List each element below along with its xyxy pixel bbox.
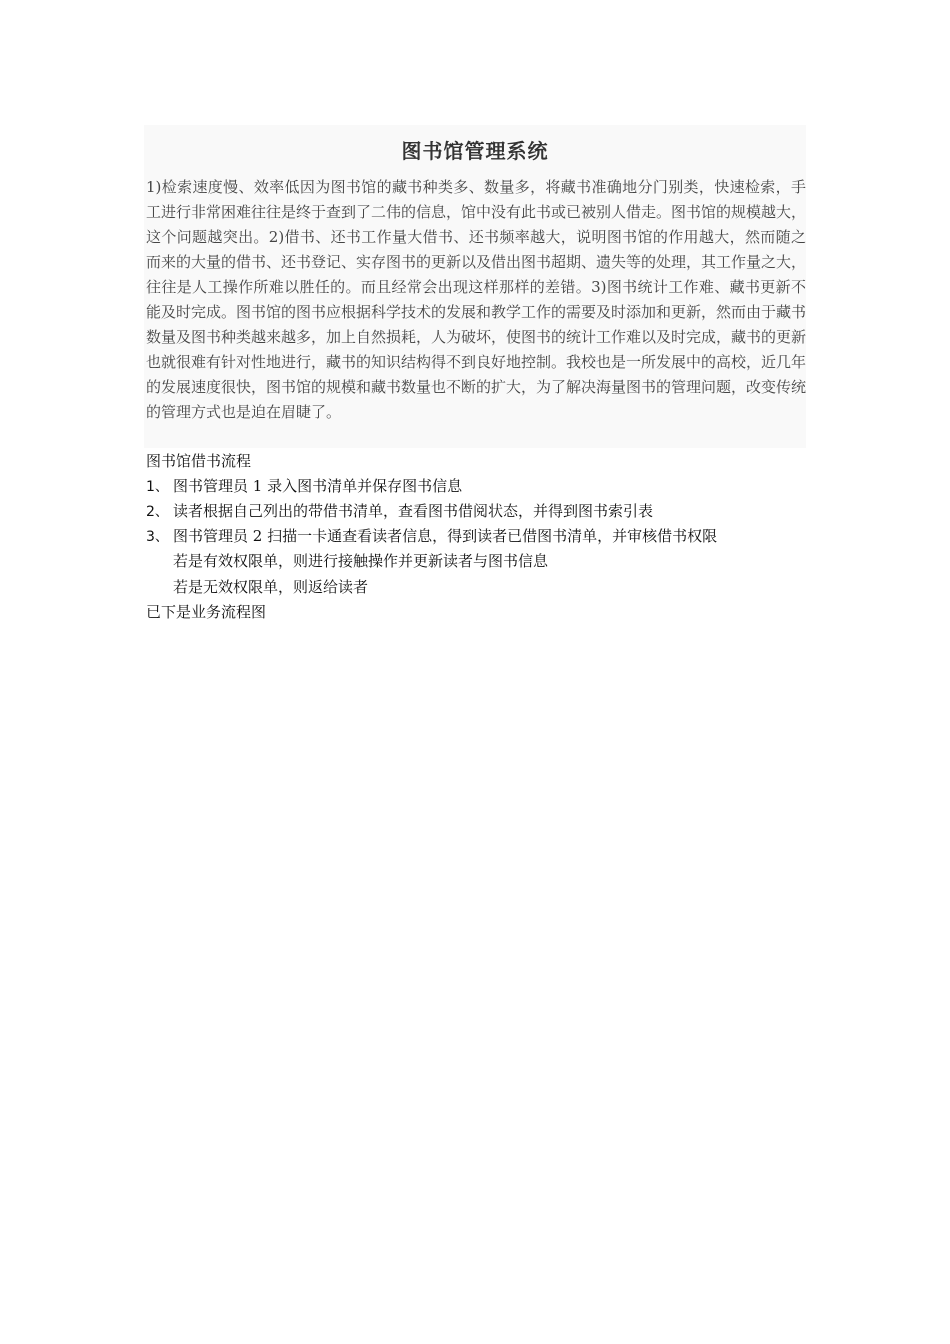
step-number: 1、 bbox=[146, 479, 169, 495]
closing-line: 已下是业务流程图 bbox=[146, 603, 267, 621]
document-title: 图书馆管理系统 bbox=[401, 139, 549, 163]
intro-paragraph: 1)检索速度慢、效率低因为图书馆的藏书种类多、数量多，将藏书准确地分门别类，快速检索，手工进行非常困难往往是终于查到了二伟的信息，馆中没有此书或已被别人借走。图书馆的规模越大，这个问题越突出。2)借书、还书工作量大借书、还书频率越大，说明图书馆的作用越大，然而随之而来的大量的借书、还书登记、实存图书的更新以及借出图书超期、遗失等的处理，其工作量之大，往往是人工操作所难以胜任的。而且经常会出现这样那样的差错。3)图书统计工作难、藏书更新不能及时完成。图书馆的图书应根据科学技术的发展和教学工作的需要及时添加和更新，然而由于藏书数量及图书种类越来越多，加上自然损耗，人为破坏，使图书的统计工作难以及时完成，藏书的更新也就很难有针对性地进行，藏书的知识结构得不到良好地控制。我校也是一所发展中的高校，近几年的发展速度很快，图书馆的规模和藏书数量也不断的扩大，为了解决海量图书的管理问题，改变传统的管理方式也是迫在眉睫了。 bbox=[146, 178, 807, 421]
flow-step-1 bbox=[146, 474, 462, 499]
flow-sub-step-valid: 若是有效权限单，则进行接触操作并更新读者与图书信息 bbox=[173, 552, 549, 570]
step-number: 2、 bbox=[146, 504, 169, 520]
flow-step-3 bbox=[146, 524, 717, 549]
step-number: 3、 bbox=[146, 529, 169, 545]
flow-heading: 图书馆借书流程 bbox=[146, 452, 252, 470]
flow-step-2 bbox=[146, 499, 653, 524]
step-text: 读者根据自己列出的带借书清单，查看图书借阅状态，并得到图书索引表 bbox=[173, 502, 654, 520]
step-text: 图书管理员 2 扫描一卡通查看读者信息，得到读者已借图书清单，并审核借书权限 bbox=[173, 527, 718, 545]
step-text: 图书管理员 1 录入图书清单并保存图书信息 bbox=[173, 477, 463, 495]
flow-sub-step-invalid: 若是无效权限单，则返给读者 bbox=[173, 578, 369, 596]
